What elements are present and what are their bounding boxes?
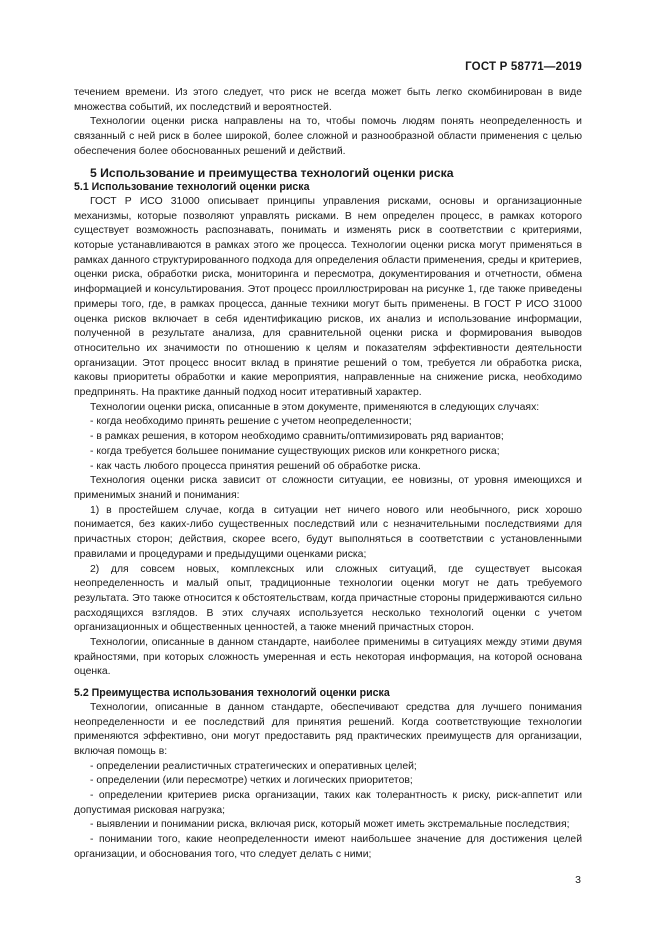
list-item: - понимании того, какие неопределенности имеют наибольшее значение для достижения целей организации, и обоснования того, что следует делать с ними; [74, 834, 582, 860]
list-item: - определении (или пересмотре) четких и логических приоритетов; [90, 775, 413, 787]
subsection-heading-5-2: 5.2 Преимущества использования технологий оценки риска [74, 687, 390, 700]
numbered-item: 2) для совсем новых, комплексных или сложных ситуаций, где существует высокая неопределенность и малый опыт, традиционные технологии оценки могут не дать требуемого результата. Это также относится к обстоятельствам, когда причастные стороны придерживаются сильно расходящихся взглядов. В этих случаях используется несколько технологий оценки с учетом организационных и общественных ценностей, а также мнений причастных сторон. [74, 563, 582, 634]
paragraph: Технология оценки риска зависит от сложности ситуации, ее новизны, от уровня имеющихся и применимых знаний и понимания: [74, 475, 582, 501]
section-heading-5: 5 Использование и преимущества технологий оценки риска [90, 165, 454, 180]
list-item: - определении критериев риска организации, таких как толерантность к риску, риск-аппетит или допустимая рисковая нагрузка; [74, 790, 582, 816]
subsection-heading-5-1: 5.1 Использование технологий оценки риска [74, 181, 310, 194]
list-item: - в рамках решения, в котором необходимо сравнить/оптимизировать ряд вариантов; [90, 431, 504, 443]
page-number: 3 [575, 874, 581, 886]
list-item: - когда необходимо принять решение с учетом неопределенности; [90, 416, 412, 428]
list-item: - когда требуется большее понимание существующих рисков или конкретного риска; [90, 445, 500, 457]
paragraph: Технологии оценки риска, описанные в этом документе, применяются в следующих случаях: [90, 401, 540, 413]
document-body [74, 86, 582, 863]
paragraph: Технологии оценки риска направлены на то, чтобы помочь людям понять неопределенность и связанный с ней риск в более широкой, более сложной и разнообразной области применения с целью обеспечения более обоснованных решений и действий. [74, 116, 582, 157]
list-item: - как часть любого процесса принятия решений об обработке риска. [90, 460, 421, 472]
paragraph: ГОСТ Р ИСО 31000 описывает принципы управления рисками, основы и организационные механизмы, которые позволяют управлять рисками. В нем определен процесс, в рамках которого существует возможность распознавать, понимать и изменять риск в соответствии с критериями, которые устанавливаются в рамках этого же процесса. Технологии оценки риска могут применяться в рамках данного структурированного подхода для определения области применения, среды и критериев, оценки риска, обработки риска, мониторинга и пересмотра, документирования и отчетности, обмена информацией и консультирования. Этот процесс проиллюстрирован на рисунке 1, где также приведены примеры того, где, в рамках процесса, данные техники могут быть применены. В ГОСТ Р ИСО 31000 оценка рисков включает в себя идентификацию рисков, их анализ и использование информации, полученной в результате анализа, для сравнительной оценки риска и формирования выводов относительно их значимости по отношению к целям и показателям эффективности деятельности организации. Этот процесс вносит вклад в принятие решений о том, требуется ли обработка риска, каковы приоритеты обработки и какие мероприятия, направленные на снижение риска, необходимо предпринять. На практике данный подход носит итеративный характер. [74, 195, 582, 399]
list-item: - определении реалистичных стратегических и оперативных целей; [90, 760, 417, 772]
paragraph: течением времени. Из этого следует, что риск не всегда может быть легко скомбинирован в виде множества событий, их последствий и вероятностей. [74, 87, 582, 113]
list-item: - выявлении и понимании риска, включая риск, который может иметь экстремальные последствия; [90, 819, 570, 831]
document-header: ГОСТ Р 58771—2019 [465, 61, 582, 73]
numbered-item: 1) в простейшем случае, когда в ситуации нет ничего нового или необычного, риск хорошо понимается, без каких-либо существенных последствий или с незначительными последствиями для причастных сторон; действия, скорее всего, будут выполняться в соответствии с установленными правилами и процедурами и предыдущими оценками риска; [74, 504, 582, 560]
paragraph: Технологии, описанные в данном стандарте, наиболее применимы в ситуациях между этими двумя крайностями, при которых сложность умеренная и есть некоторая информация, на которой основана оценка. [74, 637, 582, 678]
paragraph: Технологии, описанные в данном стандарте, обеспечивают средства для лучшего понимания неопределенности и ее последствий для принятия решений. Когда соответствующие технологии применяются эффективно, они могут предоставить ряд практических преимуществ для организации, включая помощь в: [74, 701, 582, 757]
